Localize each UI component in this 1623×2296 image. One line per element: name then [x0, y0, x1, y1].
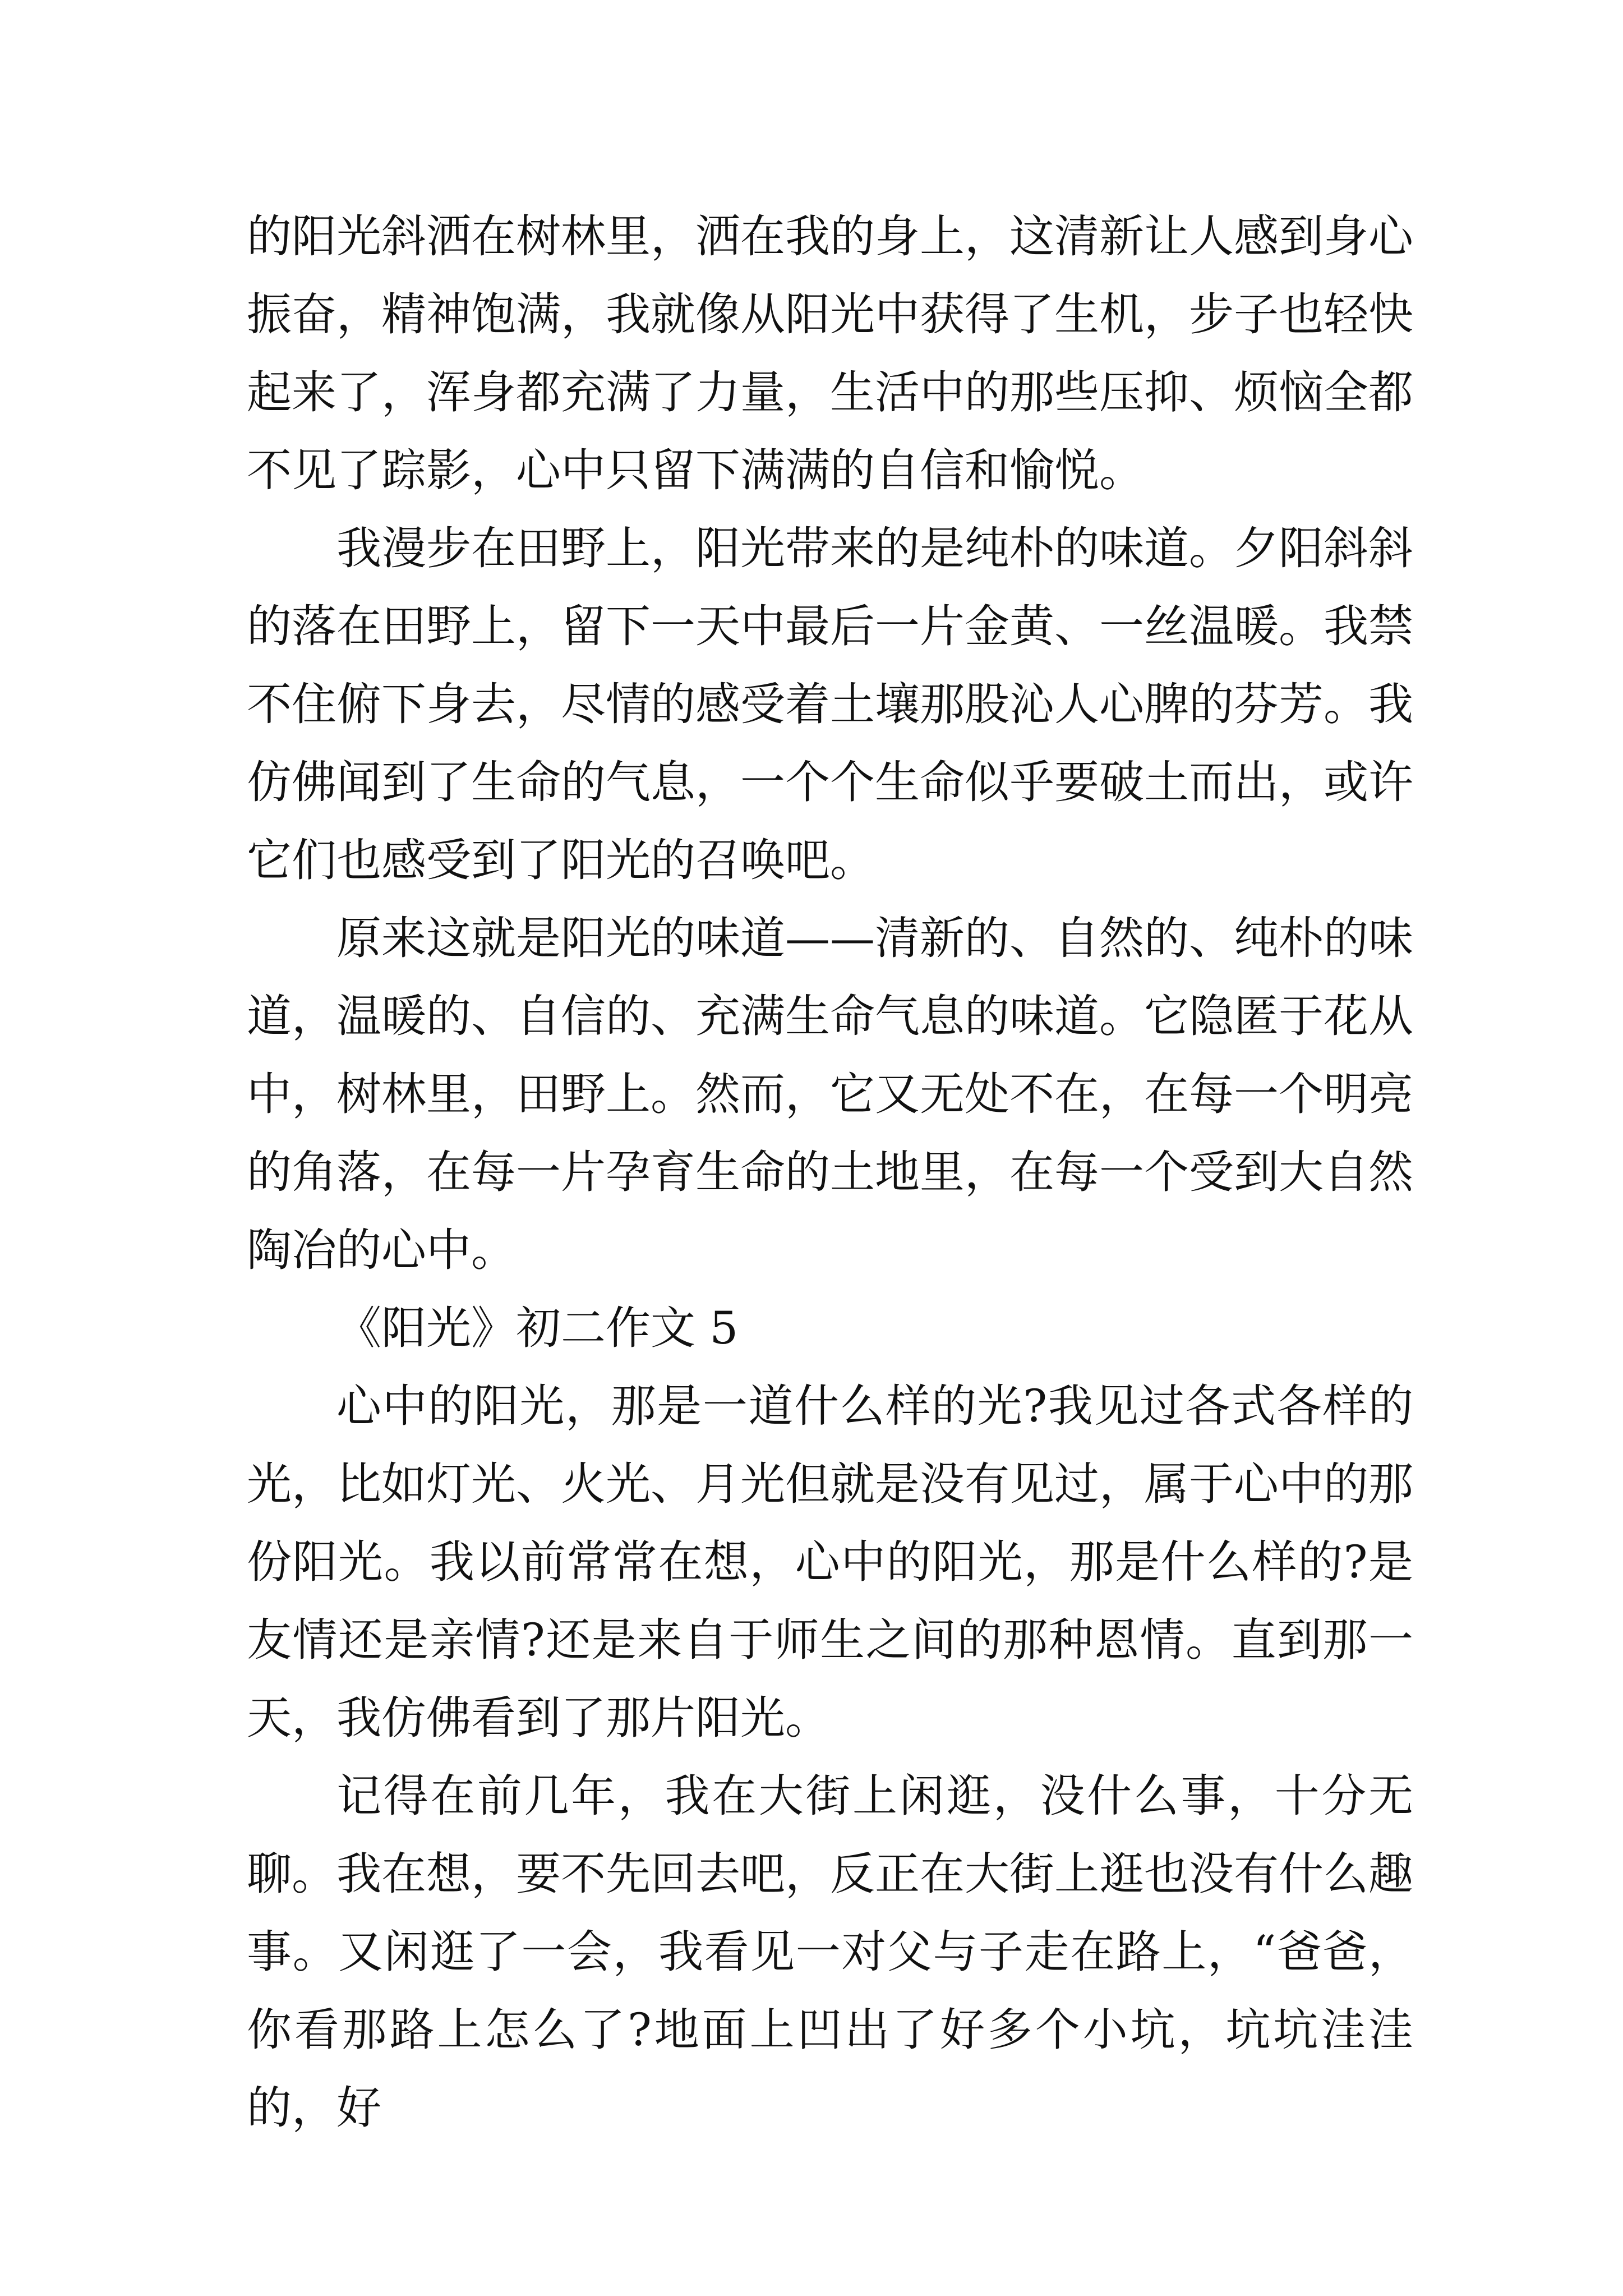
paragraph-conclusion: 原来这就是阳光的味道——清新的、自然的、纯朴的味道，温暖的、自信的、充满生命气息的味道。它隐匿于花从中，树林里，田野上。然而，它又无处不在，在每一个明亮的角落，在每一片孕育生命的土地里，在每一个受到大自然陶冶的心中。 — [247, 912, 1413, 1276]
essay-heading: 《阳光》初二作文 5 — [336, 1302, 739, 1354]
document-body — [247, 197, 1413, 2147]
paragraph-street-memory: 记得在前几年，我在大街上闲逛，没什么事，十分无聊。我在想，要不先回去吧，反正在大街上逛也没有什么趣事。又闲逛了一会，我看见一对父与子走在路上，“爸爸，你看那路上怎么了?地面上凹出了好多个小坑，坑坑洼洼的，好 — [247, 1770, 1413, 2134]
paragraph-continued: 的阳光斜洒在树林里，洒在我的身上，这清新让人感到身心振奋，精神饱满，我就像从阳光中获得了生机，步子也轻快起来了，浑身都充满了力量，生活中的那些压抑、烦恼全都不见了踪影，心中只留下满满的自信和愉悦。 — [247, 210, 1413, 496]
paragraph-field: 我漫步在田野上，阳光带来的是纯朴的味道。夕阳斜斜的落在田野上，留下一天中最后一片金黄、一丝温暖。我禁不住俯下身去，尽情的感受着土壤那股沁人心脾的芬芳。我仿佛闻到了生命的气息，一个个生命似乎要破土而出，或许它们也感受到了阳光的召唤吧。 — [247, 522, 1413, 886]
paragraph-heart-sunshine: 心中的阳光，那是一道什么样的光?我见过各式各样的光，比如灯光、火光、月光但就是没有见过，属于心中的那份阳光。我以前常常在想，心中的阳光，那是什么样的?是友情还是亲情?还是来自于师生之间的那种恩情。直到那一天，我仿佛看到了那片阳光。 — [247, 1380, 1413, 1744]
